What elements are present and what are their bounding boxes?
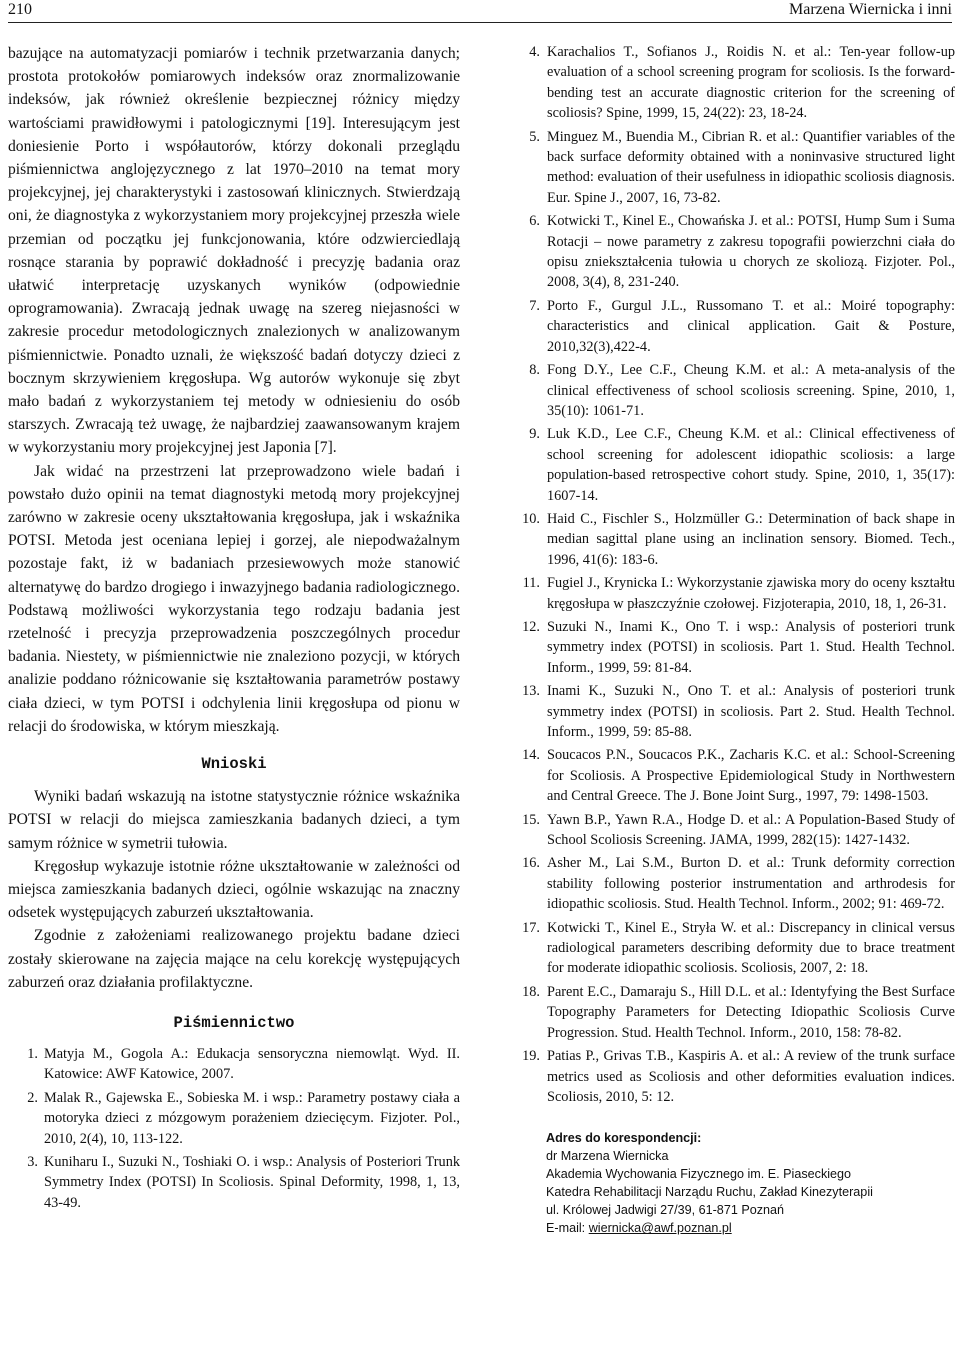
reference-text: Patias P., Grivas T.B., Kaspiris A. et al.: A review of the trunk surface metrics used as Scoliosis and other deformities evaluation indices. Scoliosis, 2010, 5: 12. (547, 1048, 955, 1105)
reference-number: 14. (522, 747, 540, 764)
reference-item (510, 211, 955, 293)
reference-item (510, 42, 955, 124)
page-number: 210 (8, 1, 32, 18)
reference-number: 17. (522, 919, 540, 936)
reference-item (8, 1088, 460, 1149)
reference-number: 4. (529, 44, 540, 60)
reference-text: Parent E.C., Damaraju S., Hill D.L. et al.: Identyfying the Best Surface Topography Parameters for Detecting Idiopathic Scoliosis Curve Progression. Stud. Health Technol. Inform., 2010, 158: 78-82. (547, 983, 955, 1041)
reference-text: Kotwicki T., Kinel E., Chowańska J. et al.: POTSI, Hump Sum i Suma Rotacji – nowe parametry z zakresu topografii powierzchni ciała do opisu zniekształcenia tułowia u chorych ze skoliozą. Fizjoter. Pol., 2008, 3(4), 8, 231-240. (547, 213, 955, 291)
reference-text: Fong D.Y., Lee C.F., Cheung K.M. et al.: A meta-analysis of the clinical effectiveness of school scoliosis screening. Spine, 2010, 1, 35(10): 1061-71. (547, 362, 955, 419)
email-link[interactable]: wiernicka@awf.poznan.pl (588, 1221, 732, 1236)
reference-number: 8. (529, 362, 540, 379)
reference-text: Porto F., Gurgul J.L., Russomano T. et al.: Moiré topography: characteristics and clinical application. Gait & Posture, 2010,32(3),422-4. (547, 297, 955, 355)
reference-number: 7. (529, 297, 540, 314)
references-heading: Piśmiennictwo (173, 1013, 295, 1032)
reference-item (8, 1152, 460, 1213)
reference-number: 13. (522, 683, 540, 700)
conclusion-paragraph: Kręgosłup wykazuje istotnie różne ukształtowanie w zależności od miejsca zamieszkania badanych dzieci, ogólnie wskazując na znaczny odsetek występujących zaburzeń ukształtowania. (8, 857, 460, 922)
reference-list-continued (510, 42, 955, 1107)
reference-item (510, 509, 955, 570)
correspondence-label: Adres do korespondencji: (546, 1131, 702, 1146)
reference-text: Kotwicki T., Kinel E., Stryła W. et al.: Discrepancy in clinical versus radiological parameters describing deformity due to brace treatment for moderate idiopathic scoliosis. Scoliosis, 2007, 2: 18. (547, 919, 955, 977)
reference-item (510, 745, 955, 806)
reference-item (510, 918, 955, 979)
body-paragraph: Jak widać na przestrzeni lat przeprowadzono wiele badań i powstało dużo opinii na temat diagnostyki metodą mory projekcyjnej zarówno w zakresie oceny ukształtowania kręgosłupa, jak i wskaźnika POTSI. Metoda jest oceniana lepiej i gorzej, ale niepodważalnym pozostaje fakt, iż w badaniach przesiewowych może stanowić alternatywę do bardzo drogiego i inwazyjnego badania radiologicznego. Podstawą możliwości wykorzystania tego rodzaju badania jest rzetelność i precyzja przeprowadzenia poszczególnych procedur badania. Niestety, w piśmiennictwie nie znaleziono pozycji, w których analizie poddano różnicowanie się kształtowania parametrów postawy ciała dzieci, w tym POTSI i odchylenia linii kręgosłupa od pionu w relacji do środowiska, w którym mieszkają. (8, 462, 460, 735)
right-column (510, 42, 955, 1237)
reference-number: 3. (27, 1153, 38, 1170)
reference-number: 12. (522, 618, 540, 635)
reference-text: Haid C., Fischler S., Holzmüller G.: Determination of back shape in median sagittal plane using an inclination sensory. Biomed. Tech., 1996, 41(6): 183-6. (547, 510, 955, 568)
reference-text: Fugiel J., Krynicka I.: Wykorzystanie zjawiska mory do oceny kształtu kręgosłupa w płaszczyźnie czołowej. Fizjoterapia, 2010, 18, 1, 26-31. (547, 575, 955, 612)
reference-text: Luk K.D., Lee C.F., Cheung K.M. et al.: Clinical effectiveness of school screening for adolescent idiopathic scoliosis: a large population-based retrospective cohort study. Spine, 2010, 1, 35(17): 1607-14. (547, 426, 955, 504)
reference-text: Soucacos P.N., Soucacos P.K., Zacharis K.C. et al.: School-Screening for Scoliosis. A Prospective Epidemiological Study in Northwestern and Central Greece. The J. Bone Joint Surg., 1997, 79: 1498-1503. (547, 747, 955, 805)
reference-item (510, 810, 955, 851)
reference-text: Minguez M., Buendia M., Cibrian R. et al.: Quantifier variables of the back surface deformity obtained with a noninvasive structured light method: evaluation of their usefulness in idiopathic scoliosis diagnosis. Eur. Spine J., 2007, 16, 73-82. (547, 128, 955, 206)
reference-item (510, 681, 955, 742)
reference-number: 1. (27, 1045, 38, 1062)
correspondence-line: dr Marzena Wiernicka (546, 1149, 669, 1164)
reference-item (510, 617, 955, 678)
conclusion-paragraph: Zgodnie z założeniami realizowanego projektu badane dzieci zostały skierowane na zajęcia mające na celu korekcję występujących zaburzeń oraz działania profilaktyczne. (8, 927, 460, 991)
reference-number: 16. (522, 855, 540, 872)
correspondence-block (546, 1129, 955, 1237)
reference-number: 9. (529, 426, 540, 443)
reference-number: 2. (27, 1089, 38, 1106)
reference-item (8, 1044, 460, 1085)
reference-item (510, 296, 955, 357)
reference-item (510, 360, 955, 421)
conclusion-paragraph: Wyniki badań wskazują na istotne statystycznie różnice wskaźnika POTSI w relacji do miejsca zamieszkania badanych dzieci, a tym samym różnice w symetrii tułowia. (8, 788, 460, 852)
reference-number: 18. (522, 983, 540, 1000)
reference-item (510, 853, 955, 914)
reference-item (510, 573, 955, 614)
reference-text: Inami K., Suzuki N., Ono T. et al.: Analysis of posteriori trunk symmetry index (POTSI) in scoliosis. Part 2. Stud. Health Technol. Inform., 1999, 59: 85-88. (547, 683, 955, 740)
reference-text: Kuniharu I., Suzuki N., Toshiaki O. i wsp.: Analysis of Posteriori Trunk Symmetry Index (POTSI) In Scoliosis. Spinal Deformity, 1998, 1, 13, 43-49. (44, 1153, 460, 1211)
reference-item (510, 127, 955, 209)
correspondence-line: Akademia Wychowania Fizycznego im. E. Piaseckiego (546, 1167, 852, 1182)
reference-number: 11. (522, 575, 540, 592)
reference-text: Suzuki N., Inami K., Ono T. i wsp.: Analysis of posteriori trunk symmetry index (POTSI) in scoliosis. Part 1. Stud. Health Technol. Inform., 1999, 59: 81-84. (547, 618, 955, 676)
correspondence-line: ul. Królowej Jadwigi 27/39, 61-871 Poznań (546, 1203, 785, 1218)
reference-number: 5. (529, 128, 540, 145)
reference-item (510, 982, 955, 1043)
reference-item (510, 424, 955, 506)
running-header (8, 0, 952, 23)
reference-list (8, 1044, 460, 1213)
reference-text: Asher M., Lai S.M., Burton D. et al.: Trunk deformity correction stability following posterior instrumentation and arthrodesis for idiopathic scoliosis. Stud. Health Technol. Inform., 2002; 91: 469-72. (547, 855, 955, 913)
reference-number: 6. (529, 213, 540, 230)
reference-text: Matyja M., Gogola A.: Edukacja sensoryczna niemowląt. Wyd. II. Katowice: AWF Katowice, 2007. (44, 1045, 460, 1083)
reference-text: Malak R., Gajewska E., Sobieska M. i wsp.: Parametry postawy ciała a motoryka dzieci z mózgowym porażeniem dziecięcym. Fizjoter. Pol., 2010, 2(4), 10, 113-122. (44, 1089, 460, 1147)
reference-text: Karachalios T., Sofianos J., Roidis N. et al.: Ten-year follow-up evaluation of a school screening program for scoliosis. Is the forward-bending test an accurate diagnostic criterion for the screening of scoliosis? Spine, 1999, 15, 24(22): 23, 18-24. (547, 44, 955, 122)
correspondence-line: Katedra Rehabilitacji Narządu Ruchu, Zakład Kinezyterapii (546, 1185, 873, 1200)
email-label: E-mail: (546, 1221, 586, 1236)
reference-text: Yawn B.P., Yawn R.A., Hodge D. et al.: A Population-Based Study of School Scoliosis Screening. JAMA, 1999, 282(15): 1427-1432. (547, 811, 955, 849)
reference-number: 10. (522, 510, 540, 527)
reference-number: 15. (522, 811, 540, 828)
left-column (8, 42, 460, 1216)
reference-number: 19. (522, 1048, 540, 1065)
body-paragraph: bazujące na automatyzacji pomiarów i technik przetwarzania danych; prostota protokołów pomiarowych indeksów oraz znormalizowanie indeksów, jak również określenie bezpiecznej różnicy między wartościami prawidłowymi i patologicznymi [19]. Interesującym jest doniesienie Porto i współautorów, którzy dokonali przeglądu piśmiennictwa anglojęzycznego z lat 1970–2010 na temat mory projekcyjnej, jej charakterystyki i zastosowań klinicznych. Stwierdzają oni, że diagnostyka z wykorzystaniem mory projekcyjnej przeszła wiele przemian od początku jej funkcjonowania, które odzwierciedlają rosnące starania by poprawić dokładność i precyzję badania oraz ułatwić interpretację uzyskanych wyników (odpowiednie oprogramowania). Zwracają jednak uwagę na szereg niejasności w zakresie procedur metodologicznych znalezionych w analizowanym piśmiennictwie. Ponadto uznali, że większość badań dotyczy dzieci z bocznym skrzywieniem kręgosłupa. Wg autorów wykonuje się zbyt mało badań z wykorzystaniem tej metody w odniesieniu do osób starszych. Zwracają też uwagę, że najbardziej zaawansowanym krajem w wykorzystaniu mory projekcyjnej jest Japonia [7]. (8, 45, 460, 457)
reference-item (510, 1046, 955, 1107)
running-authors: Marzena Wiernicka i inni (789, 1, 952, 18)
conclusions-heading: Wnioski (201, 755, 267, 774)
correspondence-email-line (546, 1219, 955, 1237)
